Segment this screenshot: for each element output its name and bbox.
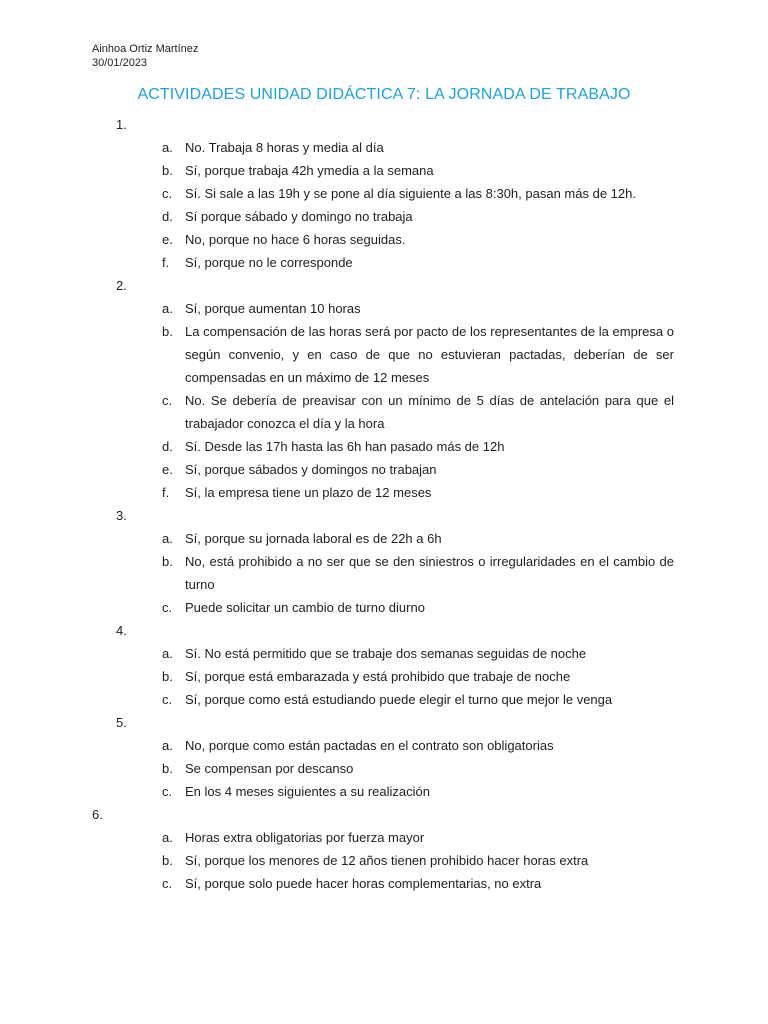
answer-item (0, 159, 674, 182)
answer-item (0, 642, 674, 665)
question-number-row (0, 504, 768, 527)
answer-item (0, 527, 674, 550)
question-number: 1. (116, 117, 127, 132)
question-number: 3. (116, 508, 127, 523)
answer-item (0, 320, 674, 389)
answer-letter: e. (162, 232, 173, 247)
answer-item (0, 734, 674, 757)
answer-letter: b. (162, 761, 173, 776)
answer-text: La compensación de las horas será por pacto de los representantes de la empresa o según convenio, y en caso de que no estuvieran pactadas, deberían de ser compensadas en un máximo de 12 meses (185, 324, 674, 385)
document-header (92, 42, 198, 70)
answer-letter: c. (162, 600, 173, 615)
answer-letter: b. (162, 324, 173, 339)
answer-letter: d. (162, 209, 173, 224)
answer-text: Sí, porque solo puede hacer horas complementarias, no extra (185, 876, 542, 891)
answer-letter: b. (162, 554, 173, 569)
answer-text: Sí. No está permitido que se trabaje dos semanas seguidas de noche (185, 646, 587, 661)
answer-letter: c. (162, 692, 173, 707)
question-item (0, 803, 768, 895)
answer-text: En los 4 meses siguientes a su realización (185, 784, 430, 799)
question-number-row (0, 803, 768, 826)
answer-item (0, 550, 674, 596)
question-number: 5. (116, 715, 127, 730)
answer-item (0, 688, 674, 711)
answer-item (0, 849, 674, 872)
answer-text: Sí, porque su jornada laboral es de 22h a 6h (185, 531, 442, 546)
answer-letter: c. (162, 186, 173, 201)
answer-letter: f. (162, 255, 170, 270)
answer-item (0, 596, 674, 619)
answer-letter: e. (162, 462, 173, 477)
answer-letter: c. (162, 784, 173, 799)
answer-text: No. Se debería de preavisar con un mínimo de 5 días de antelación para que el trabajador conozca el día y la hora (185, 393, 674, 431)
document-date: 30/01/2023 (92, 57, 148, 69)
answer-item (0, 389, 674, 435)
answer-text: Sí, porque aumentan 10 horas (185, 301, 361, 316)
answer-text: Sí, porque trabaja 42h ymedia a la semana (185, 163, 434, 178)
question-number: 2. (116, 278, 127, 293)
answer-letter: f. (162, 485, 170, 500)
question-item (0, 711, 768, 803)
answer-letter: a. (162, 531, 173, 546)
question-number-row (0, 274, 768, 297)
document-title: ACTIVIDADES UNIDAD DIDÁCTICA 7: LA JORNADA DE TRABAJO (137, 86, 631, 103)
answer-text: Sí, porque sábados y domingos no trabajan (185, 462, 437, 477)
answer-letter: d. (162, 439, 173, 454)
question-item (0, 619, 768, 711)
answer-item (0, 826, 674, 849)
answer-text: No, porque no hace 6 horas seguidas. (185, 232, 406, 247)
answer-text: Sí, porque como está estudiando puede elegir el turno que mejor le venga (185, 692, 613, 707)
answer-text: No. Trabaja 8 horas y media al día (185, 140, 384, 155)
answer-letter: b. (162, 163, 173, 178)
answer-item (0, 458, 674, 481)
answer-letter: a. (162, 646, 173, 661)
question-number-row (0, 711, 768, 734)
question-number: 4. (116, 623, 127, 638)
answer-text: Sí, porque no le corresponde (185, 255, 353, 270)
answer-text: Sí, porque está embarazada y está prohibido que trabaje de noche (185, 669, 571, 684)
answer-text: No, porque como están pactadas en el contrato son obligatorias (185, 738, 554, 753)
answer-text: No, está prohibido a no ser que se den siniestros o irregularidades en el cambio de turno (185, 554, 674, 592)
answer-text: Sí. Si sale a las 19h y se pone al día siguiente a las 8:30h, pasan más de 12h. (185, 186, 636, 201)
answer-item (0, 251, 674, 274)
answer-item (0, 757, 674, 780)
answer-letter: a. (162, 140, 173, 155)
answer-letter: b. (162, 853, 173, 868)
answer-item (0, 780, 674, 803)
question-item (0, 113, 768, 274)
question-number-row (0, 113, 768, 136)
answer-letter: a. (162, 738, 173, 753)
answer-item (0, 182, 674, 205)
answer-item (0, 297, 674, 320)
answer-item (0, 435, 674, 458)
answer-item (0, 481, 674, 504)
answer-item (0, 872, 674, 895)
question-list (0, 113, 768, 895)
answer-text: Sí, la empresa tiene un plazo de 12 meses (185, 485, 432, 500)
answer-letter: b. (162, 669, 173, 684)
answer-text: Puede solicitar un cambio de turno diurno (185, 600, 425, 615)
answer-letter: c. (162, 876, 173, 891)
answer-letter: a. (162, 830, 173, 845)
question-item (0, 274, 768, 504)
answer-text: Sí, porque los menores de 12 años tienen prohibido hacer horas extra (185, 853, 589, 868)
question-number-row (0, 619, 768, 642)
answer-text: Sí. Desde las 17h hasta las 6h han pasado más de 12h (185, 439, 505, 454)
question-number: 6. (92, 807, 103, 822)
answer-item (0, 665, 674, 688)
author-name: Ainhoa Ortiz Martínez (92, 43, 199, 55)
question-item (0, 504, 768, 619)
answer-item (0, 136, 674, 159)
answer-text: Se compensan por descanso (185, 761, 354, 776)
answer-letter: a. (162, 301, 173, 316)
answer-letter: c. (162, 393, 173, 408)
answer-text: Horas extra obligatorias por fuerza mayor (185, 830, 425, 845)
answer-item (0, 205, 674, 228)
answer-item (0, 228, 674, 251)
answer-text: Sí porque sábado y domingo no trabaja (185, 209, 413, 224)
